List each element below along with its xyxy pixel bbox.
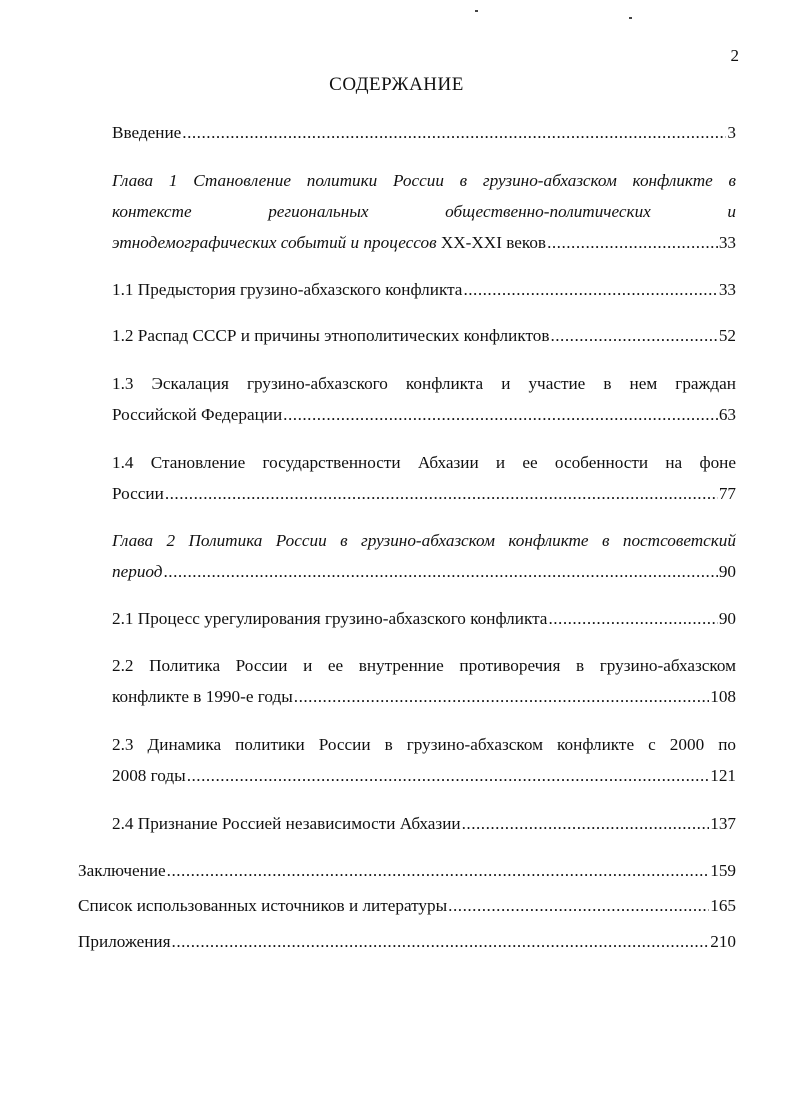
- toc-entry-1-4[interactable]: [112, 447, 736, 509]
- toc-entry-line: 2.3 Динамика политики России в грузино-абхазском конфликте с 2000 по: [112, 735, 736, 754]
- leader-dots: [462, 808, 710, 839]
- toc-entry-line: контексте региональных общественно-политических и: [112, 202, 736, 221]
- toc-entry-line: России: [112, 484, 164, 503]
- toc-entry-line: конфликте в 1990-е годы: [112, 687, 293, 706]
- toc-page-number: 137: [710, 814, 736, 833]
- toc-entry-line: этнодемографических событий и процессов: [112, 233, 437, 252]
- toc-entry-line: Российской Федерации: [112, 405, 283, 424]
- toc-page-number: 90: [718, 562, 736, 581]
- toc-entry-2-3[interactable]: [112, 729, 736, 791]
- toc-entry-line: 1.3 Эскалация грузино-абхазского конфликта и участие в нем граждан: [112, 374, 736, 393]
- leader-dots: [550, 320, 717, 351]
- leader-dots: [172, 926, 710, 957]
- leader-dots: [548, 603, 717, 634]
- scan-speck: [629, 17, 632, 19]
- toc-entry-2-2[interactable]: [112, 650, 736, 712]
- toc-page-number: 33: [718, 233, 736, 252]
- leader-dots: [283, 399, 718, 430]
- toc-entry-2-4[interactable]: [112, 808, 736, 839]
- page-number: 2: [730, 46, 739, 65]
- toc-entry-line: период: [112, 562, 163, 581]
- toc-page-number: 3: [727, 123, 736, 142]
- leader-dots: [294, 681, 709, 712]
- scan-speck: [475, 10, 478, 12]
- page-title: СОДЕРЖАНИЕ: [329, 74, 464, 95]
- toc-entry-label: Введение: [112, 123, 182, 142]
- toc-entry-1-2[interactable]: [112, 320, 736, 351]
- toc-entry-conclusion[interactable]: [78, 855, 736, 886]
- toc-page-number: 210: [710, 932, 736, 951]
- leader-dots: [182, 117, 726, 148]
- toc-entry-label: Приложения: [78, 932, 171, 951]
- toc-page-number: 33: [718, 280, 736, 299]
- toc-entry-1-1[interactable]: [112, 274, 736, 305]
- toc-entry-intro[interactable]: [112, 117, 736, 148]
- toc-entry-line: 1.4 Становление государственности Абхазии и ее особенности на фоне: [112, 453, 736, 472]
- toc-entry-line: 2.2 Политика России и ее внутренние противоречия в грузино-абхазском: [112, 656, 736, 675]
- toc-entry-sources[interactable]: [78, 890, 736, 921]
- toc-entry-label: 2.1 Процесс урегулирования грузино-абхазского конфликта: [112, 609, 548, 628]
- leader-dots: [463, 274, 717, 305]
- toc-entry-label: 1.1 Предыстория грузино-абхазского конфликта: [112, 280, 463, 299]
- toc-page-number: 52: [718, 326, 736, 345]
- leader-dots: [163, 556, 717, 587]
- toc-entry-chapter-2[interactable]: [112, 525, 736, 587]
- toc-entry-label: 1.2 Распад СССР и причины этнополитических конфликтов: [112, 326, 550, 345]
- toc-entry-label: Заключение: [78, 861, 166, 880]
- toc-entry-appendix[interactable]: [78, 926, 736, 957]
- toc-entry-1-3[interactable]: [112, 368, 736, 430]
- leader-dots: [165, 478, 718, 509]
- toc-entry-2-1[interactable]: [112, 603, 736, 634]
- leader-dots: [448, 890, 709, 921]
- toc-page-number: 63: [718, 405, 736, 424]
- leader-dots: [167, 855, 710, 886]
- toc-entry-chapter-1[interactable]: [112, 165, 736, 258]
- toc-entry-line: XX-XXI веков: [440, 233, 547, 252]
- toc-page-number: 77: [718, 484, 736, 503]
- leader-dots: [547, 227, 718, 258]
- toc-entry-line: 2008 годы: [112, 766, 186, 785]
- leader-dots: [187, 760, 710, 791]
- toc-page-number: 159: [710, 861, 736, 880]
- toc-entry-line: Глава 2 Политика России в грузино-абхазском конфликте в постсоветский: [112, 531, 736, 550]
- toc-page-number: 90: [718, 609, 736, 628]
- toc-entry-line: Глава 1 Становление политики России в грузино-абхазском конфликте в: [112, 171, 736, 190]
- toc-entry-label: Список использованных источников и литературы: [78, 896, 448, 915]
- toc-page-number: 121: [710, 766, 736, 785]
- toc-page-number: 165: [710, 896, 736, 915]
- toc-page-number: 108: [710, 687, 736, 706]
- toc-entry-label: 2.4 Признание Россией независимости Абхазии: [112, 814, 461, 833]
